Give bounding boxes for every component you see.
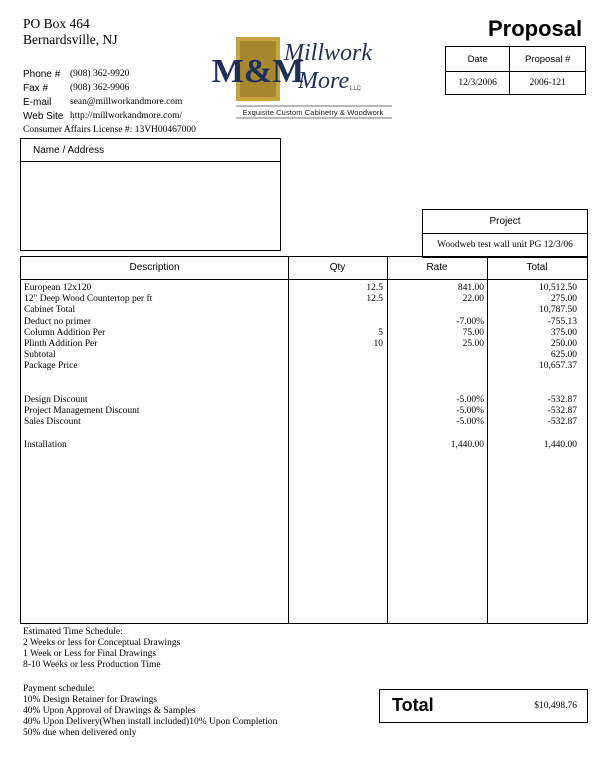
proposal-number-value: 2006-121 <box>510 72 585 95</box>
cell-description: Sales Discount <box>24 417 81 428</box>
cell-qty: 10 <box>373 339 383 349</box>
payment-heading: Payment schedule: <box>23 684 95 694</box>
payment-line: 40% Upon Delivery(When install included)10% Upon Completion <box>23 717 278 727</box>
table-row <box>21 429 587 440</box>
schedule-line: 8-10 Weeks or less Production Time <box>23 660 161 670</box>
cell-description: Deduct no primer <box>24 316 92 327</box>
cell-total: 1,440.00 <box>543 439 577 450</box>
logo-monogram: M&M <box>211 53 305 90</box>
table-row <box>21 440 587 451</box>
table-row <box>21 328 587 339</box>
cell-rate: 75.00 <box>462 327 484 338</box>
phone-label: Phone # <box>23 69 61 80</box>
cell-description: Plinth Addition Per <box>24 339 98 349</box>
cell-rate: 1,440.00 <box>450 439 484 450</box>
cell-total: 10,787.50 <box>539 305 577 316</box>
table-row <box>21 395 587 406</box>
table-row <box>21 361 587 372</box>
website-label: Web Site <box>23 111 64 122</box>
table-row <box>21 406 587 417</box>
cell-description: Subtotal <box>24 350 56 361</box>
cell-description: Cabinet Total <box>24 305 76 316</box>
table-row <box>21 384 587 395</box>
cell-rate: -5.00% <box>456 417 484 428</box>
cell-total: -532.87 <box>547 395 577 405</box>
date-value: 12/3/2006 <box>446 72 510 95</box>
cell-total: 275.00 <box>550 294 577 305</box>
cell-total: 10,657.37 <box>539 361 577 372</box>
cell-description: Project Management Discount <box>24 406 140 417</box>
project-value: Woodweb test wall unit PG 12/3/06 <box>437 240 573 250</box>
payment-line: 40% Upon Approval of Drawings & Samples <box>23 706 196 716</box>
header-total: Total <box>526 262 548 273</box>
company-address-line2: Bernardsville, NJ <box>23 32 118 47</box>
name-address-header: Name / Address <box>21 139 280 162</box>
logo-name-line1: Millwork <box>284 40 372 66</box>
cell-description: Column Addition Per <box>24 327 106 338</box>
schedule-heading: Estimated Time Schedule: <box>23 627 123 637</box>
payment-line: 50% due when delivered only <box>23 728 137 738</box>
email-label: E-mail <box>23 97 52 108</box>
cell-rate: -5.00% <box>456 406 484 417</box>
fax-label: Fax # <box>23 83 49 94</box>
proposal-number-header: Proposal # <box>510 47 585 72</box>
header-rate: Rate <box>426 262 448 273</box>
cell-total: 10,512.50 <box>539 283 577 293</box>
total-value: $10,498.76 <box>534 701 577 711</box>
table-row <box>21 294 587 305</box>
logo-name-line2: More <box>298 68 350 94</box>
cell-total: 250.00 <box>550 339 577 349</box>
cell-description: 12" Deep Wood Countertop per ft <box>24 294 153 305</box>
table-row <box>21 317 587 328</box>
cell-description: Package Price <box>24 361 78 372</box>
cell-rate: -5.00% <box>456 395 484 405</box>
cell-description: Design Discount <box>24 395 88 405</box>
cell-qty: 5 <box>378 327 383 338</box>
cell-total: -532.87 <box>547 417 577 428</box>
date-header: Date <box>446 47 510 72</box>
table-row <box>21 283 587 294</box>
table-header-row <box>21 257 587 280</box>
payment-line: 10% Design Retainer for Drawings <box>23 695 158 705</box>
cell-rate: 22.00 <box>462 294 484 305</box>
cell-qty: 12.5 <box>366 294 383 305</box>
table-row <box>21 350 587 361</box>
total-box <box>379 689 588 723</box>
project-header: Project <box>423 210 587 234</box>
document-title: Proposal <box>488 16 583 41</box>
phone-value: (908) 362-9920 <box>70 69 130 79</box>
schedule-line: 2 Weeks or less for Conceptual Drawings <box>23 638 181 648</box>
license-number: Consumer Affairs License #: 13VH00467000 <box>23 125 196 135</box>
cell-total: 375.00 <box>550 327 577 338</box>
table-row <box>21 417 587 428</box>
cell-total: -532.87 <box>547 406 577 417</box>
fax-value: (908) 362-9906 <box>70 83 130 93</box>
table-row <box>21 305 587 316</box>
website-value: http://millworkandmore.com/ <box>70 111 183 121</box>
company-address-line1: PO Box 464 <box>23 16 90 31</box>
line-items-table <box>20 256 588 624</box>
header-description: Description <box>129 262 180 273</box>
cell-rate: 25.00 <box>462 339 484 349</box>
cell-description: European 12x120 <box>24 283 92 293</box>
total-label: Total <box>392 695 434 715</box>
table-row <box>21 373 587 384</box>
project-box <box>422 209 588 258</box>
logo-suffix: LLC <box>350 86 362 92</box>
logo-tagline: Exquisite Custom Cabinetry & Woodwork <box>242 108 384 117</box>
cell-description: Installation <box>24 439 67 450</box>
cell-total: 625.00 <box>550 350 577 361</box>
schedule-line: 1 Week or Less for Final Drawings <box>23 649 157 659</box>
header-qty: Qty <box>329 262 346 273</box>
table-row <box>21 339 587 350</box>
cell-rate: -7.00% <box>456 316 484 327</box>
email-value: sean@millworkandmore.com <box>70 97 183 107</box>
cell-rate: 841.00 <box>457 283 484 293</box>
name-address-box <box>20 138 281 251</box>
cell-qty: 12.5 <box>366 283 383 293</box>
date-proposal-box <box>445 46 586 95</box>
cell-total: -755.13 <box>547 316 577 327</box>
